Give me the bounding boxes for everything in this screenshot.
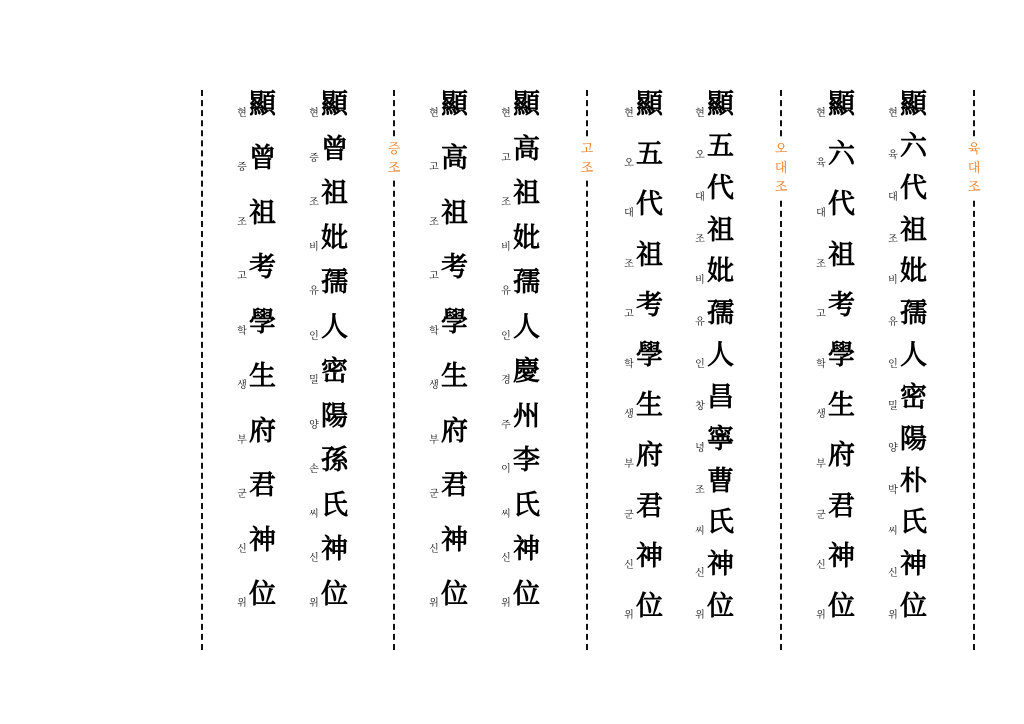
label-char: 오 (774, 142, 788, 157)
hanja-character: 慶 (513, 356, 540, 388)
hangul-reading: 인 (501, 330, 511, 342)
tablet-char-row (499, 133, 563, 173)
hanja-character: 曾 (249, 143, 276, 175)
tablet-column-jeungjo-go (235, 88, 299, 616)
hanja-character: 氏 (321, 489, 348, 521)
hangul-reading: 조 (501, 197, 511, 209)
hanja-character: 顯 (321, 89, 348, 120)
tablet-char-row (814, 389, 878, 429)
divider-1 (201, 90, 203, 650)
hanja-character: 神 (707, 549, 734, 581)
hanja-character: 神 (321, 534, 348, 566)
tablet-char-row (886, 590, 950, 630)
hanja-character: 氏 (900, 507, 927, 539)
tablet-char-row (622, 138, 686, 178)
tablet-char-row (693, 506, 757, 546)
hangul-reading: 유 (309, 286, 319, 298)
hanja-character: 府 (828, 440, 855, 472)
hangul-reading: 군 (816, 509, 826, 521)
hanja-character: 考 (828, 289, 855, 321)
hangul-reading: 대 (695, 191, 705, 203)
hanja-character: 神 (513, 534, 540, 566)
tablet-char-row (814, 188, 878, 228)
tablet-char-row (499, 533, 563, 573)
tablet-char-row (693, 423, 757, 463)
hangul-reading: 인 (309, 330, 319, 342)
tablet-char-row (814, 239, 878, 279)
hanja-character: 位 (249, 579, 276, 610)
hangul-reading: 유 (888, 317, 898, 329)
tablet-char-row (814, 88, 878, 128)
hanja-character: 考 (636, 289, 663, 321)
hangul-reading: 손 (309, 464, 319, 476)
hanja-character: 陽 (321, 400, 348, 432)
tablet-char-row (886, 172, 950, 212)
tablet-column-gojo-go (427, 88, 491, 616)
hanja-character: 學 (249, 306, 276, 338)
label-char: 고 (580, 142, 594, 157)
hanja-character: 孺 (513, 267, 540, 299)
hangul-reading: 생 (624, 409, 634, 421)
hanja-character: 人 (900, 340, 927, 371)
tablet-char-row (427, 415, 491, 455)
tablet-char-row (886, 339, 950, 379)
hangul-reading: 생 (816, 409, 826, 421)
hangul-reading: 비 (888, 275, 898, 287)
hanja-character: 神 (441, 524, 468, 556)
hangul-reading: 조 (309, 197, 319, 209)
tablet-column-odaejo-bi (693, 88, 757, 628)
hangul-reading: 학 (624, 359, 634, 370)
hanja-character: 高 (513, 133, 540, 165)
tablet-char-row (499, 578, 563, 618)
hangul-reading: 박 (888, 484, 898, 496)
tablet-char-row (499, 88, 563, 128)
hanja-character: 孫 (321, 445, 348, 477)
hanja-character: 妣 (321, 222, 348, 254)
tablet-char-row (427, 88, 491, 128)
tablet-char-row (307, 578, 371, 618)
tablet-char-row (235, 251, 299, 291)
label-char: 증 (387, 142, 401, 157)
tablet-char-row (693, 465, 757, 505)
hangul-reading: 현 (816, 108, 826, 119)
hangul-reading: 조 (695, 233, 705, 245)
hanja-character: 考 (249, 252, 276, 284)
hanja-character: 氏 (513, 489, 540, 521)
hangul-reading: 이 (501, 464, 511, 476)
hangul-reading: 현 (237, 108, 247, 119)
hanja-character: 君 (828, 490, 855, 522)
hanja-character: 祖 (249, 197, 276, 229)
tablet-char-row (814, 138, 878, 178)
hanja-character: 祖 (441, 197, 468, 229)
hangul-reading: 조 (624, 258, 634, 270)
hangul-reading: 위 (816, 610, 826, 621)
tablet-char-row (499, 400, 563, 440)
hangul-reading: 고 (429, 162, 439, 174)
hanja-character: 高 (441, 143, 468, 175)
hanja-character: 顯 (249, 89, 276, 120)
tablet-char-row (622, 490, 686, 530)
hangul-reading: 유 (501, 286, 511, 298)
tablet-char-row (499, 355, 563, 395)
hangul-reading: 조 (695, 484, 705, 496)
hanja-character: 君 (636, 490, 663, 522)
hangul-reading: 신 (695, 568, 705, 580)
hangul-reading: 신 (624, 559, 634, 571)
hangul-reading: 고 (429, 271, 439, 283)
hanja-character: 祖 (636, 239, 663, 271)
hanja-character: 陽 (900, 423, 927, 455)
hanja-character: 府 (636, 440, 663, 472)
hangul-reading: 씨 (501, 508, 511, 520)
tablet-char-row (886, 548, 950, 588)
hangul-reading: 부 (429, 434, 439, 446)
hanja-character: 孺 (707, 298, 734, 330)
hanja-character: 神 (828, 540, 855, 572)
hanja-character: 五 (707, 130, 734, 162)
hanja-character: 代 (707, 172, 734, 204)
tablet-char-row (427, 306, 491, 346)
tablet-char-row (886, 88, 950, 128)
hanja-character: 顯 (513, 89, 540, 120)
hangul-reading: 위 (888, 610, 898, 621)
hangul-reading: 학 (429, 325, 439, 337)
hangul-reading: 군 (429, 489, 439, 501)
hanja-character: 君 (441, 470, 468, 502)
tablet-column-yukdaejo-bi (886, 88, 950, 628)
hanja-character: 孺 (900, 298, 927, 330)
label-char: 조 (387, 161, 401, 176)
hangul-reading: 위 (501, 598, 511, 609)
hanja-character: 祖 (707, 214, 734, 246)
tablet-char-row (693, 590, 757, 630)
hanja-character: 學 (441, 306, 468, 338)
tablet-char-row (886, 506, 950, 546)
hanja-character: 位 (707, 591, 734, 622)
hangul-reading: 생 (237, 380, 247, 392)
hangul-reading: 부 (237, 434, 247, 446)
tablet-char-row (814, 439, 878, 479)
label-char: 대 (967, 161, 981, 176)
hanja-character: 顯 (636, 89, 663, 120)
hangul-reading: 현 (309, 108, 319, 119)
tablet-char-row (693, 381, 757, 421)
tablet-char-row (307, 88, 371, 128)
hangul-reading: 밀 (888, 400, 898, 412)
tablet-char-row (693, 130, 757, 170)
tablet-char-row (886, 255, 950, 295)
hanja-character: 曹 (707, 465, 734, 497)
hanja-character: 生 (249, 361, 276, 393)
tablet-char-row (886, 297, 950, 337)
hangul-reading: 고 (501, 152, 511, 164)
tablet-char-row (693, 88, 757, 128)
tablet-char-row (499, 489, 563, 529)
hanja-character: 學 (828, 340, 855, 371)
hanja-character: 祖 (321, 178, 348, 210)
hangul-reading: 비 (501, 241, 511, 253)
hangul-reading: 고 (816, 308, 826, 320)
hanja-character: 五 (636, 139, 663, 171)
hangul-reading: 신 (888, 568, 898, 580)
tablet-char-row (307, 444, 371, 484)
tablet-char-row (307, 533, 371, 573)
tablet-char-row (427, 197, 491, 237)
hangul-reading: 씨 (888, 526, 898, 538)
section-label-jeungjo (384, 140, 404, 178)
hanja-character: 孺 (321, 267, 348, 299)
tablet-char-row (693, 255, 757, 295)
tablet-char-row (622, 439, 686, 479)
tablet-char-row (235, 142, 299, 182)
hangul-reading: 유 (695, 317, 705, 329)
tablet-char-row (693, 172, 757, 212)
hangul-reading: 대 (816, 208, 826, 220)
hanja-character: 妣 (707, 256, 734, 288)
hanja-character: 位 (636, 591, 663, 622)
tablet-char-row (235, 306, 299, 346)
tablet-char-row (235, 469, 299, 509)
hangul-reading: 오 (624, 158, 634, 170)
hanja-character: 生 (441, 361, 468, 393)
tablet-char-row (814, 590, 878, 630)
label-char: 조 (967, 180, 981, 195)
tablet-char-row (814, 490, 878, 530)
hanja-character: 位 (441, 579, 468, 610)
hanja-character: 代 (900, 172, 927, 204)
tablet-char-row (307, 311, 371, 351)
hangul-reading: 증 (309, 152, 319, 164)
hanja-character: 寧 (707, 423, 734, 455)
hanja-character: 州 (513, 400, 540, 432)
hangul-reading: 씨 (695, 526, 705, 538)
hangul-reading: 대 (888, 191, 898, 203)
hangul-reading: 조 (816, 258, 826, 270)
tablet-char-row (886, 465, 950, 505)
tablet-char-row (622, 540, 686, 580)
hangul-reading: 인 (888, 359, 898, 370)
hangul-reading: 주 (501, 419, 511, 431)
hangul-reading: 조 (237, 216, 247, 228)
hangul-reading: 경 (501, 375, 511, 387)
tablet-char-row (235, 578, 299, 618)
tablet-char-row (427, 360, 491, 400)
tablet-char-row (886, 381, 950, 421)
tablet-char-row (886, 214, 950, 254)
hanja-character: 妣 (900, 256, 927, 288)
hangul-reading: 대 (624, 208, 634, 220)
hanja-character: 六 (900, 130, 927, 162)
tablet-char-row (693, 214, 757, 254)
hanja-character: 人 (321, 311, 348, 343)
tablet-char-row (499, 222, 563, 262)
tablet-char-row (622, 188, 686, 228)
tablet-char-row (235, 524, 299, 564)
hanja-character: 顯 (828, 89, 855, 120)
hanja-character: 府 (441, 415, 468, 447)
hangul-reading: 현 (624, 108, 634, 119)
tablet-char-row (499, 311, 563, 351)
tablet-char-row (622, 389, 686, 429)
hanja-character: 人 (513, 311, 540, 343)
tablet-char-row (814, 339, 878, 379)
tablet-column-yukdaejo-go (814, 88, 878, 628)
hanja-character: 祖 (513, 178, 540, 210)
tablet-char-row (622, 590, 686, 630)
tablet-char-row (693, 548, 757, 588)
hanja-character: 君 (249, 470, 276, 502)
hanja-character: 代 (636, 189, 663, 221)
hanja-character: 位 (513, 579, 540, 610)
hanja-character: 代 (828, 189, 855, 221)
tablet-char-row (427, 524, 491, 564)
hangul-reading: 증 (237, 162, 247, 174)
hangul-reading: 양 (309, 419, 319, 431)
hanja-character: 密 (900, 381, 927, 413)
section-label-yukdaejo (964, 140, 984, 197)
hangul-reading: 학 (816, 359, 826, 370)
tablet-char-row (622, 289, 686, 329)
hanja-character: 生 (636, 390, 663, 422)
label-char: 조 (580, 161, 594, 176)
tablet-char-row (307, 400, 371, 440)
tablet-char-row (499, 266, 563, 306)
tablet-char-row (235, 360, 299, 400)
tablet-column-odaejo-go (622, 88, 686, 628)
hanja-character: 密 (321, 356, 348, 388)
hangul-reading: 조 (888, 233, 898, 245)
hangul-reading: 부 (816, 459, 826, 471)
hangul-reading: 위 (309, 598, 319, 609)
hangul-reading: 현 (888, 108, 898, 119)
hanja-character: 曾 (321, 133, 348, 165)
tablet-char-row (622, 88, 686, 128)
hanja-character: 李 (513, 445, 540, 477)
hangul-reading: 오 (695, 149, 705, 161)
tablet-char-row (307, 489, 371, 529)
hanja-character: 顯 (900, 89, 927, 120)
tablet-char-row (427, 142, 491, 182)
tablet-char-row (235, 197, 299, 237)
hangul-reading: 신 (501, 553, 511, 565)
hanja-character: 神 (636, 540, 663, 572)
hangul-reading: 인 (695, 359, 705, 370)
hangul-reading: 고 (237, 271, 247, 283)
hangul-reading: 창 (695, 400, 705, 412)
tablet-char-row (499, 177, 563, 217)
hanja-character: 位 (321, 579, 348, 610)
hanja-character: 府 (249, 415, 276, 447)
hangul-reading: 부 (624, 459, 634, 471)
hanja-character: 六 (828, 139, 855, 171)
hangul-reading: 육 (888, 149, 898, 161)
hangul-reading: 신 (816, 559, 826, 571)
hangul-reading: 학 (237, 325, 247, 337)
hangul-reading: 현 (501, 108, 511, 119)
hangul-reading: 위 (237, 598, 247, 609)
hanja-character: 神 (249, 524, 276, 556)
tablet-char-row (307, 355, 371, 395)
tablet-char-row (693, 339, 757, 379)
hangul-reading: 양 (888, 442, 898, 454)
tablet-char-row (622, 239, 686, 279)
hangul-reading: 비 (695, 275, 705, 287)
hangul-reading: 비 (309, 241, 319, 253)
hangul-reading: 신 (429, 543, 439, 555)
hangul-reading: 위 (695, 610, 705, 621)
label-char: 대 (774, 161, 788, 176)
hangul-reading: 현 (429, 108, 439, 119)
tablet-char-row (427, 251, 491, 291)
hangul-reading: 씨 (309, 508, 319, 520)
section-label-gojo (577, 140, 597, 178)
tablet-char-row (427, 469, 491, 509)
tablet-column-jeungjo-bi (307, 88, 371, 616)
hangul-reading: 조 (429, 216, 439, 228)
hangul-reading: 위 (429, 598, 439, 609)
hanja-character: 妣 (513, 222, 540, 254)
hanja-character: 位 (828, 591, 855, 622)
hangul-reading: 고 (624, 308, 634, 320)
hanja-character: 昌 (707, 381, 734, 413)
hangul-reading: 현 (695, 108, 705, 119)
tablet-char-row (427, 578, 491, 618)
tablet-char-row (814, 540, 878, 580)
hanja-character: 生 (828, 390, 855, 422)
tablet-column-gojo-bi (499, 88, 563, 616)
section-label-odaejo (771, 140, 791, 197)
tablet-char-row (307, 266, 371, 306)
hanja-character: 人 (707, 340, 734, 371)
tablet-char-row (693, 297, 757, 337)
hanja-character: 顯 (707, 89, 734, 120)
hangul-reading: 신 (237, 543, 247, 555)
tablet-char-row (886, 130, 950, 170)
tablet-char-row (814, 289, 878, 329)
hanja-character: 考 (441, 252, 468, 284)
hanja-character: 祖 (900, 214, 927, 246)
hanja-character: 朴 (900, 465, 927, 497)
tablet-char-row (886, 423, 950, 463)
hangul-reading: 군 (624, 509, 634, 521)
tablet-char-row (307, 133, 371, 173)
tablet-char-row (235, 88, 299, 128)
hanja-character: 學 (636, 340, 663, 371)
tablet-char-row (307, 177, 371, 217)
tablet-char-row (235, 415, 299, 455)
hanja-character: 神 (900, 549, 927, 581)
hangul-reading: 밀 (309, 375, 319, 387)
hangul-reading: 생 (429, 380, 439, 392)
hanja-character: 位 (900, 591, 927, 622)
tablet-char-row (622, 339, 686, 379)
hanja-character: 氏 (707, 507, 734, 539)
hanja-character: 祖 (828, 239, 855, 271)
hangul-reading: 녕 (695, 442, 705, 454)
hanja-character: 顯 (441, 89, 468, 120)
hangul-reading: 위 (624, 610, 634, 621)
hangul-reading: 군 (237, 489, 247, 501)
label-char: 조 (774, 180, 788, 195)
label-char: 육 (967, 142, 981, 157)
hangul-reading: 육 (816, 158, 826, 170)
tablet-char-row (307, 222, 371, 262)
hangul-reading: 신 (309, 553, 319, 565)
tablet-char-row (499, 444, 563, 484)
